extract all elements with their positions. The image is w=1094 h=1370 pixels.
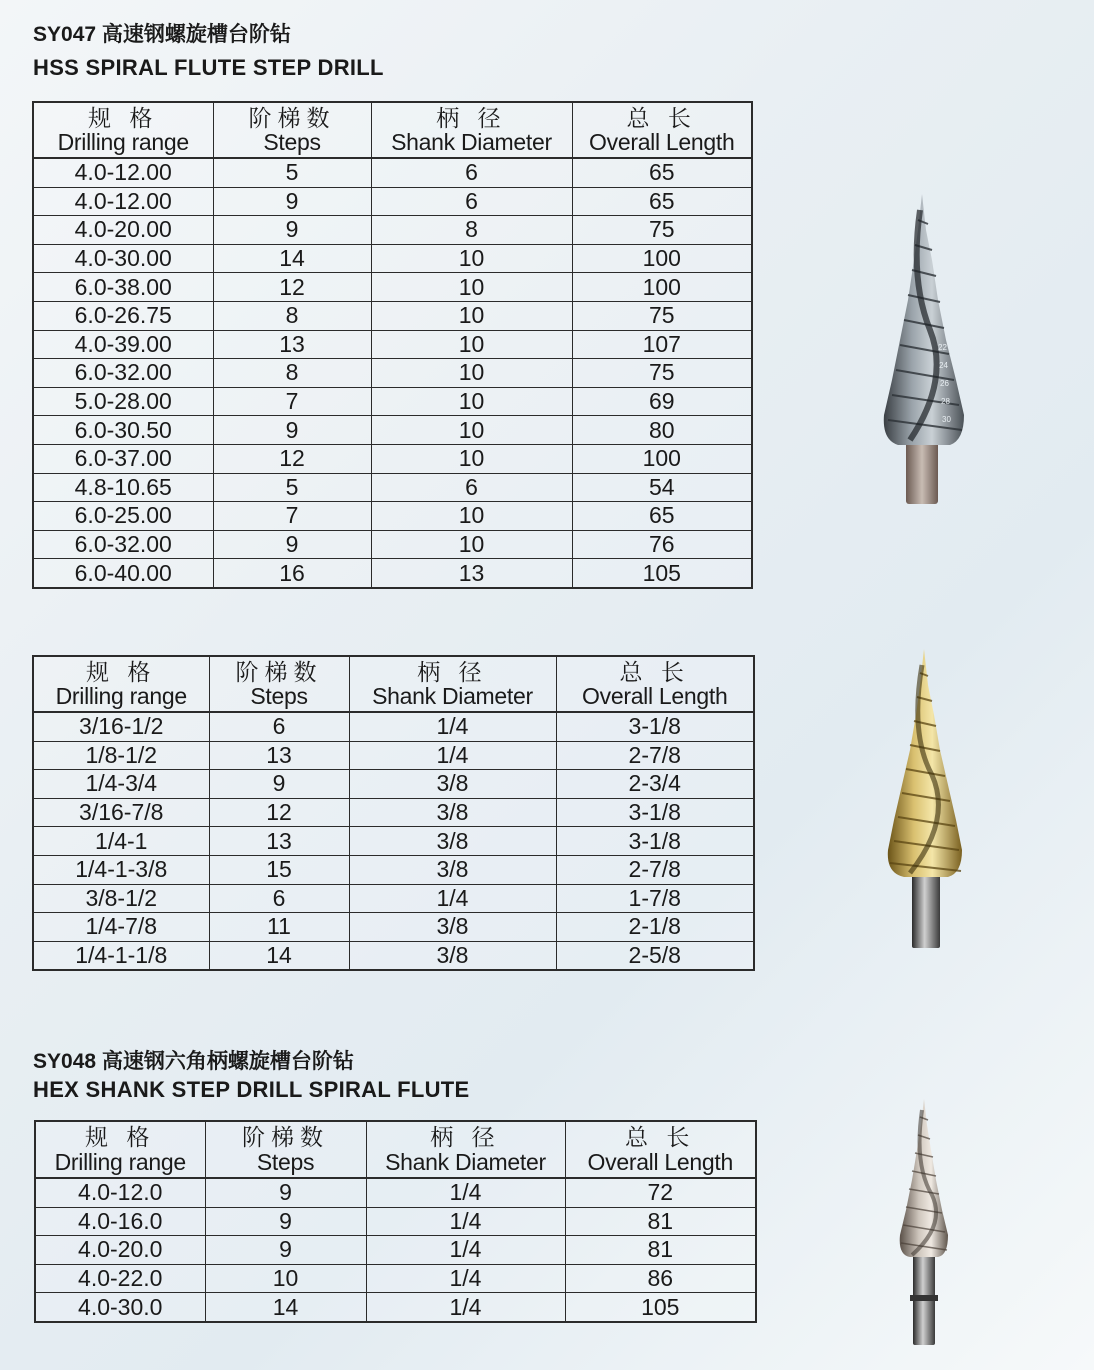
- spec-table-sy047-metric: [32, 101, 753, 589]
- cell-shank-diameter: 6: [371, 187, 572, 216]
- cell-steps: 9: [213, 530, 371, 559]
- svg-text:24: 24: [939, 361, 948, 370]
- cell-drilling-range: 3/16-1/2: [33, 712, 209, 741]
- cell-drilling-range: 6.0-32.00: [33, 359, 213, 388]
- cell-overall-length: 54: [572, 473, 752, 502]
- cell-shank-diameter: 3/8: [349, 770, 556, 799]
- table-row: [33, 301, 752, 330]
- cell-shank-diameter: 3/8: [349, 855, 556, 884]
- cell-overall-length: 3-1/8: [556, 827, 754, 856]
- header-shank-diameter: 柄 径 Shank Diameter: [366, 1121, 565, 1178]
- cell-shank-diameter: 1/4: [366, 1293, 565, 1322]
- table-row: [33, 941, 754, 970]
- cell-steps: 5: [213, 158, 371, 187]
- cell-steps: 15: [209, 855, 349, 884]
- cell-drilling-range: 6.0-37.00: [33, 444, 213, 473]
- section-title-sy047: HSS SPIRAL FLUTE STEP DRILL: [33, 55, 384, 80]
- cell-steps: 9: [205, 1178, 366, 1207]
- cell-overall-length: 2-1/8: [556, 913, 754, 942]
- cell-steps: 5: [213, 473, 371, 502]
- cell-steps: 16: [213, 559, 371, 588]
- cell-drilling-range: 1/4-1: [33, 827, 209, 856]
- header-shank-diameter: 柄 径 Shank Diameter: [371, 102, 572, 158]
- cell-steps: 9: [213, 416, 371, 445]
- cell-shank-diameter: 6: [371, 158, 572, 187]
- table-row: [33, 712, 754, 741]
- cell-steps: 9: [205, 1207, 366, 1236]
- cell-shank-diameter: 3/8: [349, 798, 556, 827]
- header-steps: 阶梯数 Steps: [205, 1121, 366, 1178]
- header-drilling-range: 规 格 Drilling range: [33, 102, 213, 158]
- cell-shank-diameter: 1/4: [349, 884, 556, 913]
- cell-shank-diameter: 10: [371, 387, 572, 416]
- cell-overall-length: 65: [572, 158, 752, 187]
- cell-drilling-range: 4.0-16.0: [35, 1207, 205, 1236]
- cell-overall-length: 2-3/4: [556, 770, 754, 799]
- cell-shank-diameter: 13: [371, 559, 572, 588]
- table-row: [33, 798, 754, 827]
- table-row: [33, 273, 752, 302]
- cell-steps: 9: [205, 1236, 366, 1265]
- cell-overall-length: 65: [572, 502, 752, 531]
- cell-shank-diameter: 10: [371, 416, 572, 445]
- table-row: [35, 1207, 756, 1236]
- cell-steps: 9: [213, 187, 371, 216]
- cell-drilling-range: 4.0-39.00: [33, 330, 213, 359]
- cell-drilling-range: 5.0-28.00: [33, 387, 213, 416]
- cell-shank-diameter: 1/4: [366, 1207, 565, 1236]
- cell-drilling-range: 1/4-1-1/8: [33, 941, 209, 970]
- cell-drilling-range: 6.0-26.75: [33, 301, 213, 330]
- cell-steps: 12: [213, 444, 371, 473]
- cell-steps: 12: [209, 798, 349, 827]
- table-row: [33, 502, 752, 531]
- cell-shank-diameter: 3/8: [349, 913, 556, 942]
- cell-overall-length: 1-7/8: [556, 884, 754, 913]
- cell-shank-diameter: 1/4: [366, 1178, 565, 1207]
- cell-steps: 9: [213, 216, 371, 245]
- table-row: [33, 884, 754, 913]
- cell-drilling-range: 1/4-3/4: [33, 770, 209, 799]
- cell-steps: 7: [213, 387, 371, 416]
- table-row: [33, 158, 752, 187]
- section-code-sy047: SY047 高速钢螺旋槽台阶钻: [33, 23, 291, 46]
- cell-overall-length: 100: [572, 244, 752, 273]
- cell-drilling-range: 1/4-7/8: [33, 913, 209, 942]
- header-drilling-range: 规 格 Drilling range: [33, 656, 209, 712]
- cell-shank-diameter: 10: [371, 530, 572, 559]
- cell-overall-length: 81: [565, 1236, 756, 1265]
- spec-table-sy047-inch: [32, 655, 755, 971]
- cell-steps: 8: [213, 301, 371, 330]
- cell-shank-diameter: 10: [371, 301, 572, 330]
- cell-drilling-range: 6.0-30.50: [33, 416, 213, 445]
- cell-shank-diameter: 3/8: [349, 941, 556, 970]
- cell-shank-diameter: 1/4: [349, 712, 556, 741]
- cell-drilling-range: 3/8-1/2: [33, 884, 209, 913]
- spec-table-sy048: [34, 1120, 757, 1323]
- cell-drilling-range: 6.0-38.00: [33, 273, 213, 302]
- header-overall-length: 总 长 Overall Length: [572, 102, 752, 158]
- header-drilling-range: 规 格 Drilling range: [35, 1121, 205, 1178]
- cell-steps: 13: [209, 741, 349, 770]
- cell-drilling-range: 4.0-12.00: [33, 187, 213, 216]
- cell-overall-length: 76: [572, 530, 752, 559]
- gold-step-drill-image: [870, 645, 980, 955]
- header-shank-diameter: 柄 径 Shank Diameter: [349, 656, 556, 712]
- svg-text:30: 30: [942, 415, 951, 424]
- cell-drilling-range: 4.0-30.00: [33, 244, 213, 273]
- header-steps: 阶梯数 Steps: [209, 656, 349, 712]
- cell-steps: 14: [205, 1293, 366, 1322]
- cell-shank-diameter: 10: [371, 244, 572, 273]
- cell-steps: 10: [205, 1264, 366, 1293]
- cell-drilling-range: 4.0-20.00: [33, 216, 213, 245]
- header-steps: 阶梯数 Steps: [213, 102, 371, 158]
- cell-overall-length: 72: [565, 1178, 756, 1207]
- table-row: [33, 473, 752, 502]
- cell-shank-diameter: 1/4: [366, 1264, 565, 1293]
- section-title-sy048: HEX SHANK STEP DRILL SPIRAL FLUTE: [33, 1077, 470, 1102]
- cell-drilling-range: 1/4-1-3/8: [33, 855, 209, 884]
- cell-drilling-range: 4.0-12.0: [35, 1178, 205, 1207]
- cell-drilling-range: 1/8-1/2: [33, 741, 209, 770]
- table-row: [33, 770, 754, 799]
- table-row: [33, 741, 754, 770]
- cell-steps: 7: [213, 502, 371, 531]
- cell-shank-diameter: 10: [371, 273, 572, 302]
- cell-overall-length: 75: [572, 301, 752, 330]
- svg-text:26: 26: [940, 379, 949, 388]
- cell-overall-length: 80: [572, 416, 752, 445]
- cell-drilling-range: 4.0-12.00: [33, 158, 213, 187]
- grey-step-drill-image: [870, 190, 980, 510]
- table-row: [33, 387, 752, 416]
- cell-shank-diameter: 3/8: [349, 827, 556, 856]
- cell-drilling-range: 6.0-32.00: [33, 530, 213, 559]
- cell-overall-length: 105: [565, 1293, 756, 1322]
- cell-shank-diameter: 10: [371, 359, 572, 388]
- cell-overall-length: 107: [572, 330, 752, 359]
- table-row: [33, 244, 752, 273]
- cell-overall-length: 75: [572, 359, 752, 388]
- header-overall-length: 总 长 Overall Length: [556, 656, 754, 712]
- cell-steps: 6: [209, 884, 349, 913]
- cell-steps: 14: [213, 244, 371, 273]
- cell-shank-diameter: 10: [371, 444, 572, 473]
- cell-steps: 13: [209, 827, 349, 856]
- cell-drilling-range: 4.0-22.0: [35, 1264, 205, 1293]
- table-row: [33, 359, 752, 388]
- cell-steps: 9: [209, 770, 349, 799]
- cell-drilling-range: 6.0-25.00: [33, 502, 213, 531]
- cell-overall-length: 3-1/8: [556, 798, 754, 827]
- table-row: [33, 416, 752, 445]
- cell-drilling-range: 4.8-10.65: [33, 473, 213, 502]
- table-row: [33, 216, 752, 245]
- cell-drilling-range: 3/16-7/8: [33, 798, 209, 827]
- cell-drilling-range: 6.0-40.00: [33, 559, 213, 588]
- header-overall-length: 总 长 Overall Length: [565, 1121, 756, 1178]
- cell-steps: 12: [213, 273, 371, 302]
- cell-shank-diameter: 1/4: [366, 1236, 565, 1265]
- svg-text:22: 22: [938, 343, 947, 352]
- table-row: [35, 1178, 756, 1207]
- hex-shank-step-drill-image: [880, 1095, 970, 1350]
- table-row: [33, 855, 754, 884]
- cell-overall-length: 2-5/8: [556, 941, 754, 970]
- cell-overall-length: 75: [572, 216, 752, 245]
- table-row: [35, 1293, 756, 1322]
- table-row: [33, 827, 754, 856]
- cell-steps: 14: [209, 941, 349, 970]
- cell-overall-length: 86: [565, 1264, 756, 1293]
- cell-steps: 13: [213, 330, 371, 359]
- table-row: [35, 1236, 756, 1265]
- cell-shank-diameter: 1/4: [349, 741, 556, 770]
- table-row: [35, 1264, 756, 1293]
- table-row: [33, 530, 752, 559]
- cell-steps: 6: [209, 712, 349, 741]
- cell-steps: 8: [213, 359, 371, 388]
- cell-steps: 11: [209, 913, 349, 942]
- table-row: [33, 330, 752, 359]
- cell-overall-length: 100: [572, 273, 752, 302]
- cell-overall-length: 65: [572, 187, 752, 216]
- table-row: [33, 444, 752, 473]
- cell-overall-length: 69: [572, 387, 752, 416]
- cell-shank-diameter: 8: [371, 216, 572, 245]
- cell-overall-length: 2-7/8: [556, 741, 754, 770]
- cell-drilling-range: 4.0-30.0: [35, 1293, 205, 1322]
- cell-overall-length: 3-1/8: [556, 712, 754, 741]
- cell-overall-length: 105: [572, 559, 752, 588]
- cell-overall-length: 100: [572, 444, 752, 473]
- section-code-sy048: SY048 高速钢六角柄螺旋槽台阶钻: [33, 1050, 354, 1073]
- table-row: [33, 913, 754, 942]
- cell-shank-diameter: 6: [371, 473, 572, 502]
- cell-overall-length: 81: [565, 1207, 756, 1236]
- cell-shank-diameter: 10: [371, 502, 572, 531]
- table-row: [33, 187, 752, 216]
- cell-shank-diameter: 10: [371, 330, 572, 359]
- table-row: [33, 559, 752, 588]
- cell-drilling-range: 4.0-20.0: [35, 1236, 205, 1265]
- cell-overall-length: 2-7/8: [556, 855, 754, 884]
- svg-text:28: 28: [941, 397, 950, 406]
